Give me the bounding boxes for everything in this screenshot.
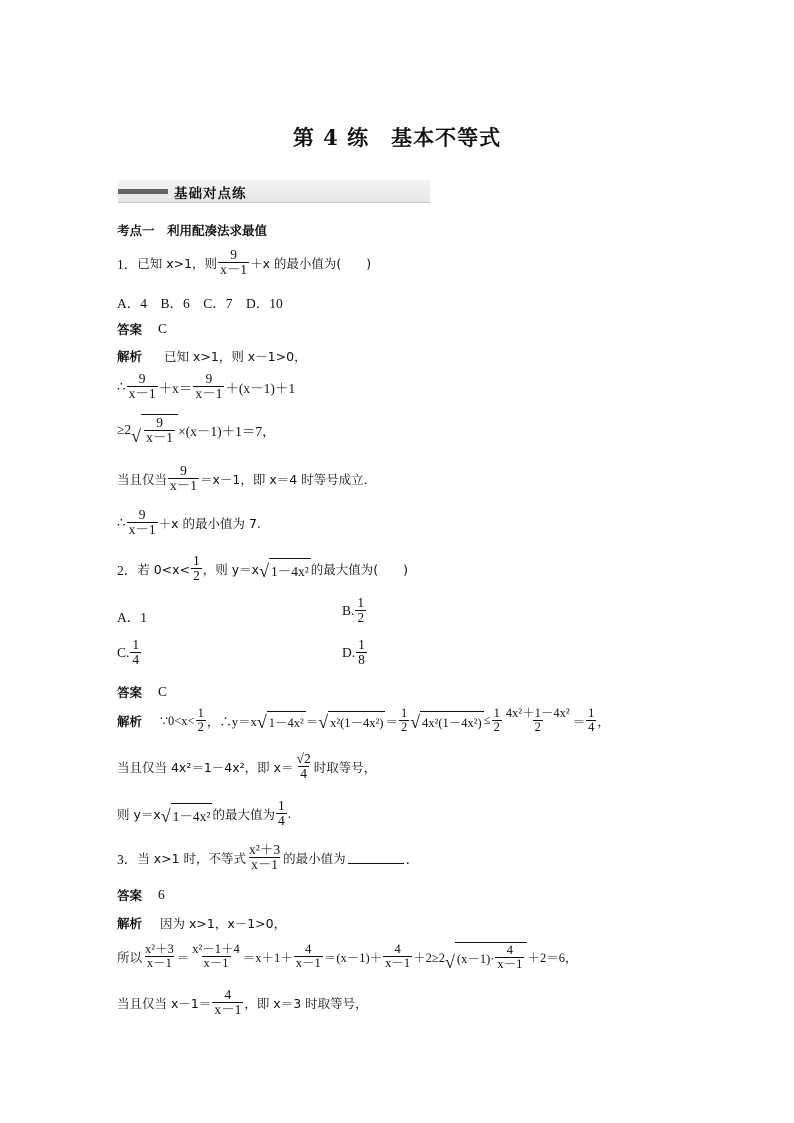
- q1-analysis-1: [117, 347, 307, 365]
- q2-analysis-1: [117, 707, 610, 734]
- q3-c3-pre: 当且仅当 x－1＝: [117, 995, 212, 1011]
- q2-sqrt-body: 1－4x²: [269, 558, 311, 580]
- frac-den: 2: [193, 568, 200, 584]
- q2-stem-mid: ，则 y＝x: [202, 561, 260, 577]
- q2-b1-sq1: 1－4x²: [267, 711, 306, 731]
- section-banner: [118, 180, 430, 203]
- q3-c2-f3: [294, 943, 323, 970]
- q2-stem-pre: 若 0<x<: [137, 561, 191, 577]
- section-bar-decoration: [118, 189, 168, 194]
- q2-option-b: [342, 596, 367, 625]
- frac-den: 4: [278, 813, 285, 829]
- frac-den: x－1: [195, 386, 223, 402]
- q3-c3-frac: [212, 988, 243, 1017]
- frac-num: 1: [132, 637, 140, 652]
- q1-a3-lead: ≥2: [117, 421, 132, 437]
- answer-blank: [348, 851, 404, 864]
- q2-b2-pre: 当且仅当 4x²＝1－4x²，即 x＝: [117, 759, 294, 775]
- frac-num: 9: [156, 415, 163, 430]
- q1-answer-label: 答案: [117, 322, 143, 337]
- q1-number: 1．: [117, 256, 138, 272]
- q3-analysis-label: 解析: [117, 916, 143, 931]
- frac-num: 9: [180, 463, 187, 478]
- page-title: [0, 122, 794, 152]
- sqrt-sign: √ $\frac{9}{x-1}$: [131, 414, 178, 445]
- q1-stem: [117, 248, 371, 277]
- frac-num: 4: [305, 942, 312, 956]
- q2-b1-sq2: x²(1－4x²): [328, 711, 385, 731]
- frac-num: 1: [400, 706, 408, 720]
- frac-den: x－1: [146, 430, 174, 446]
- frac-num: 1: [278, 798, 285, 813]
- q1-a4-frac: [168, 464, 199, 493]
- q1-answer: [117, 320, 167, 338]
- q1-a2-mid: ＋x＝: [158, 380, 193, 396]
- q2-b1-h2: [492, 707, 502, 734]
- q2-b1-end: ，: [597, 714, 610, 729]
- frac-den: 2: [357, 610, 365, 626]
- q1-a2-frac1: [127, 372, 158, 401]
- title-sub: 基本不等式: [391, 125, 502, 150]
- q2-b1-r: [586, 707, 596, 734]
- section-label: 基础对点练: [174, 186, 247, 202]
- q1-frac-num: 9: [230, 247, 237, 262]
- q3-answer-value: 6: [158, 887, 165, 902]
- q1-stem-post: ＋x 的最小值为( ): [250, 255, 372, 271]
- frac-den: x－1: [385, 956, 411, 971]
- q2-b1-f: [504, 707, 572, 734]
- q2-half: [191, 554, 202, 583]
- q1-a2-tail: ＋(x－1)＋1: [225, 380, 296, 396]
- q3-c2-mid2: ＝(x－1)＋: [323, 950, 383, 965]
- q3-analysis-1: [117, 914, 286, 932]
- q2-b1-e: ≤: [483, 713, 491, 728]
- point-heading: 考点一 利用配凑法求最值: [117, 223, 268, 238]
- q1-frac-den: x－1: [220, 262, 248, 278]
- frac-num: 1: [493, 706, 500, 720]
- q2-b1-g: ＝: [572, 714, 586, 729]
- q2-b1-half: [196, 707, 206, 734]
- frac-num: 4x²＋1－4x²: [505, 706, 570, 720]
- q3-c2-mid3: ＋2≥2: [413, 950, 446, 965]
- q1-options: A．4 B．6 C．7 D．10: [117, 296, 283, 311]
- q1-analysis-3: [117, 414, 276, 445]
- q3-c3-post: ，即 x＝3 时取等号，: [244, 995, 368, 1011]
- q2-stem: [117, 554, 408, 583]
- q2-answer-label: 答案: [117, 685, 143, 700]
- q2-b3-pre: 则 y＝x: [117, 806, 161, 822]
- option-label: B.: [342, 602, 355, 618]
- sqrt-sign: √ 1－4x²: [161, 803, 213, 825]
- q1-a2-frac2: [193, 372, 224, 401]
- q1-answer-value: C: [158, 321, 168, 336]
- q3-c2-pre: 所以: [117, 949, 143, 965]
- q2-stem-post: 的最大值为( ): [310, 561, 409, 577]
- q2-b1-a: ∵0<x<: [160, 713, 195, 728]
- q3-stem-pre: 当 x>1 时，不等式: [137, 850, 247, 866]
- q1-analysis-text-1: 已知 x>1，则 x－1>0，: [164, 349, 307, 364]
- frac-num: 9: [138, 371, 146, 386]
- q2-option-a: A．1: [117, 610, 147, 625]
- q1-a3-frac: [144, 416, 175, 445]
- q2-analysis-2: [117, 752, 376, 781]
- option-frac: [356, 638, 367, 667]
- q1-a4-pre: 当且仅当: [117, 471, 168, 487]
- q1-analysis-5: [117, 508, 261, 537]
- q2-option-d: [342, 638, 368, 667]
- q2-b3-end: .: [287, 805, 292, 821]
- frac-num: 4: [506, 943, 514, 957]
- q3-analysis-2: [117, 942, 577, 971]
- q3-c2-eq: ＝: [176, 950, 190, 965]
- frac-den: 4: [300, 766, 307, 782]
- sqrt-sign: √ x²(1－4x²): [318, 711, 384, 732]
- frac-num: 1: [193, 553, 200, 568]
- title-main: 第 4 练: [292, 125, 370, 150]
- option-label: C.: [117, 644, 130, 660]
- frac-den: 8: [358, 652, 365, 668]
- q3-analysis-3: [117, 988, 368, 1017]
- q2-b3-frac: [276, 799, 287, 828]
- q3-c2-mid: ＝x＋1＋: [242, 950, 293, 965]
- frac-num: 1: [357, 595, 365, 610]
- frac-num: 1: [588, 706, 595, 720]
- sqrt-sign: √ 4x²(1－4x²): [410, 711, 482, 732]
- frac-den: x－1: [295, 956, 321, 971]
- q2-option-c: [117, 638, 142, 667]
- q2-b2-frac: [295, 752, 313, 781]
- q3-number: 3．: [117, 851, 138, 867]
- q2-b1-sq3: 4x²(1－4x²): [420, 711, 484, 731]
- q3-c1: 因为 x>1，x－1>0，: [160, 916, 287, 931]
- therefore-symbol: ∴: [117, 378, 126, 394]
- q3-c2-end: ＋2＝6，: [527, 950, 578, 965]
- frac-den: x－1: [128, 522, 156, 538]
- q3-c2-f2: [190, 943, 242, 970]
- option-frac: [355, 596, 366, 625]
- frac-den: x－1: [146, 956, 172, 971]
- frac-num: √2: [296, 751, 311, 766]
- frac-num: 1: [197, 706, 204, 720]
- sqrt-sign: √ 1－4x²: [256, 711, 304, 732]
- frac-num: x²＋3: [249, 842, 281, 857]
- frac-num: x²＋3: [145, 942, 174, 956]
- q3-stem-post: 的最小值为: [283, 850, 346, 866]
- sqrt-sign: √ (x－1)· $\frac{4}{x-1}$: [445, 942, 527, 971]
- frac-den: 4: [132, 652, 140, 668]
- q1-analysis-2: [117, 372, 295, 401]
- q2-b1-b: ，∴y＝x: [206, 714, 257, 729]
- frac-den: x－1: [203, 956, 229, 971]
- frac-den: 2: [493, 720, 500, 735]
- option-label: D.: [342, 644, 356, 660]
- frac-num: 4: [394, 942, 401, 956]
- frac-num: 1: [358, 637, 365, 652]
- q2-answer-value: C: [158, 684, 168, 699]
- q3-stem-end: ．: [405, 851, 420, 867]
- sqrt-sign: √ 1－4x²: [259, 558, 311, 580]
- q2-analysis-label: 解析: [117, 713, 143, 729]
- q3-c2-sq-a: (x－1)·: [456, 951, 495, 966]
- q3-frac: [247, 843, 282, 872]
- frac-num: 9: [205, 371, 213, 386]
- q1-a5-frac: [127, 508, 158, 537]
- frac-den: 2: [197, 720, 204, 735]
- q2-b2-post: 时取等号，: [313, 759, 377, 775]
- frac-num: 9: [138, 507, 146, 522]
- q3-stem: [117, 843, 419, 872]
- q3-c2-f1: [143, 943, 176, 970]
- frac-den: 2: [400, 720, 408, 735]
- therefore-symbol: ∴: [117, 514, 126, 530]
- q1-fraction: [218, 248, 249, 277]
- q2-b3-post: 的最大值为: [212, 806, 275, 822]
- q2-b1-h: [399, 707, 409, 734]
- frac-num: 4: [224, 987, 232, 1002]
- frac-den: x－1: [214, 1002, 242, 1018]
- frac-den: x－1: [251, 857, 279, 873]
- q2-analysis-3: [117, 799, 291, 828]
- q1-stem-pre: 已知 x>1，则: [137, 255, 218, 271]
- frac-den: 2: [534, 720, 541, 735]
- frac-den: x－1: [128, 386, 156, 402]
- q1-a5-post: ＋x 的最小值为 7.: [158, 515, 261, 531]
- frac-den: x－1: [170, 478, 198, 494]
- q1-analysis-label: 解析: [117, 349, 143, 364]
- frac-den: 4: [588, 720, 595, 735]
- q1-a3-tail: ×(x－1)＋1＝7，: [178, 423, 276, 439]
- q2-b1-c: ＝: [305, 714, 319, 729]
- q3-answer: [117, 886, 165, 904]
- frac-den: x－1: [497, 957, 523, 972]
- q2-answer: [117, 683, 167, 701]
- q3-c2-sq-frac: [495, 944, 524, 971]
- q2-b3-sq: 1－4x²: [171, 803, 213, 825]
- q2-b1-d: ＝: [385, 714, 398, 729]
- q3-answer-label: 答案: [117, 888, 143, 903]
- q1-a4-post: ＝x－1，即 x＝4 时等号成立．: [200, 471, 377, 487]
- frac-num: x²－1＋4: [192, 942, 240, 956]
- q2-number: 2．: [117, 562, 138, 578]
- option-frac: [130, 638, 141, 667]
- q3-c2-f4: [383, 943, 412, 970]
- q1-analysis-4: [117, 464, 376, 493]
